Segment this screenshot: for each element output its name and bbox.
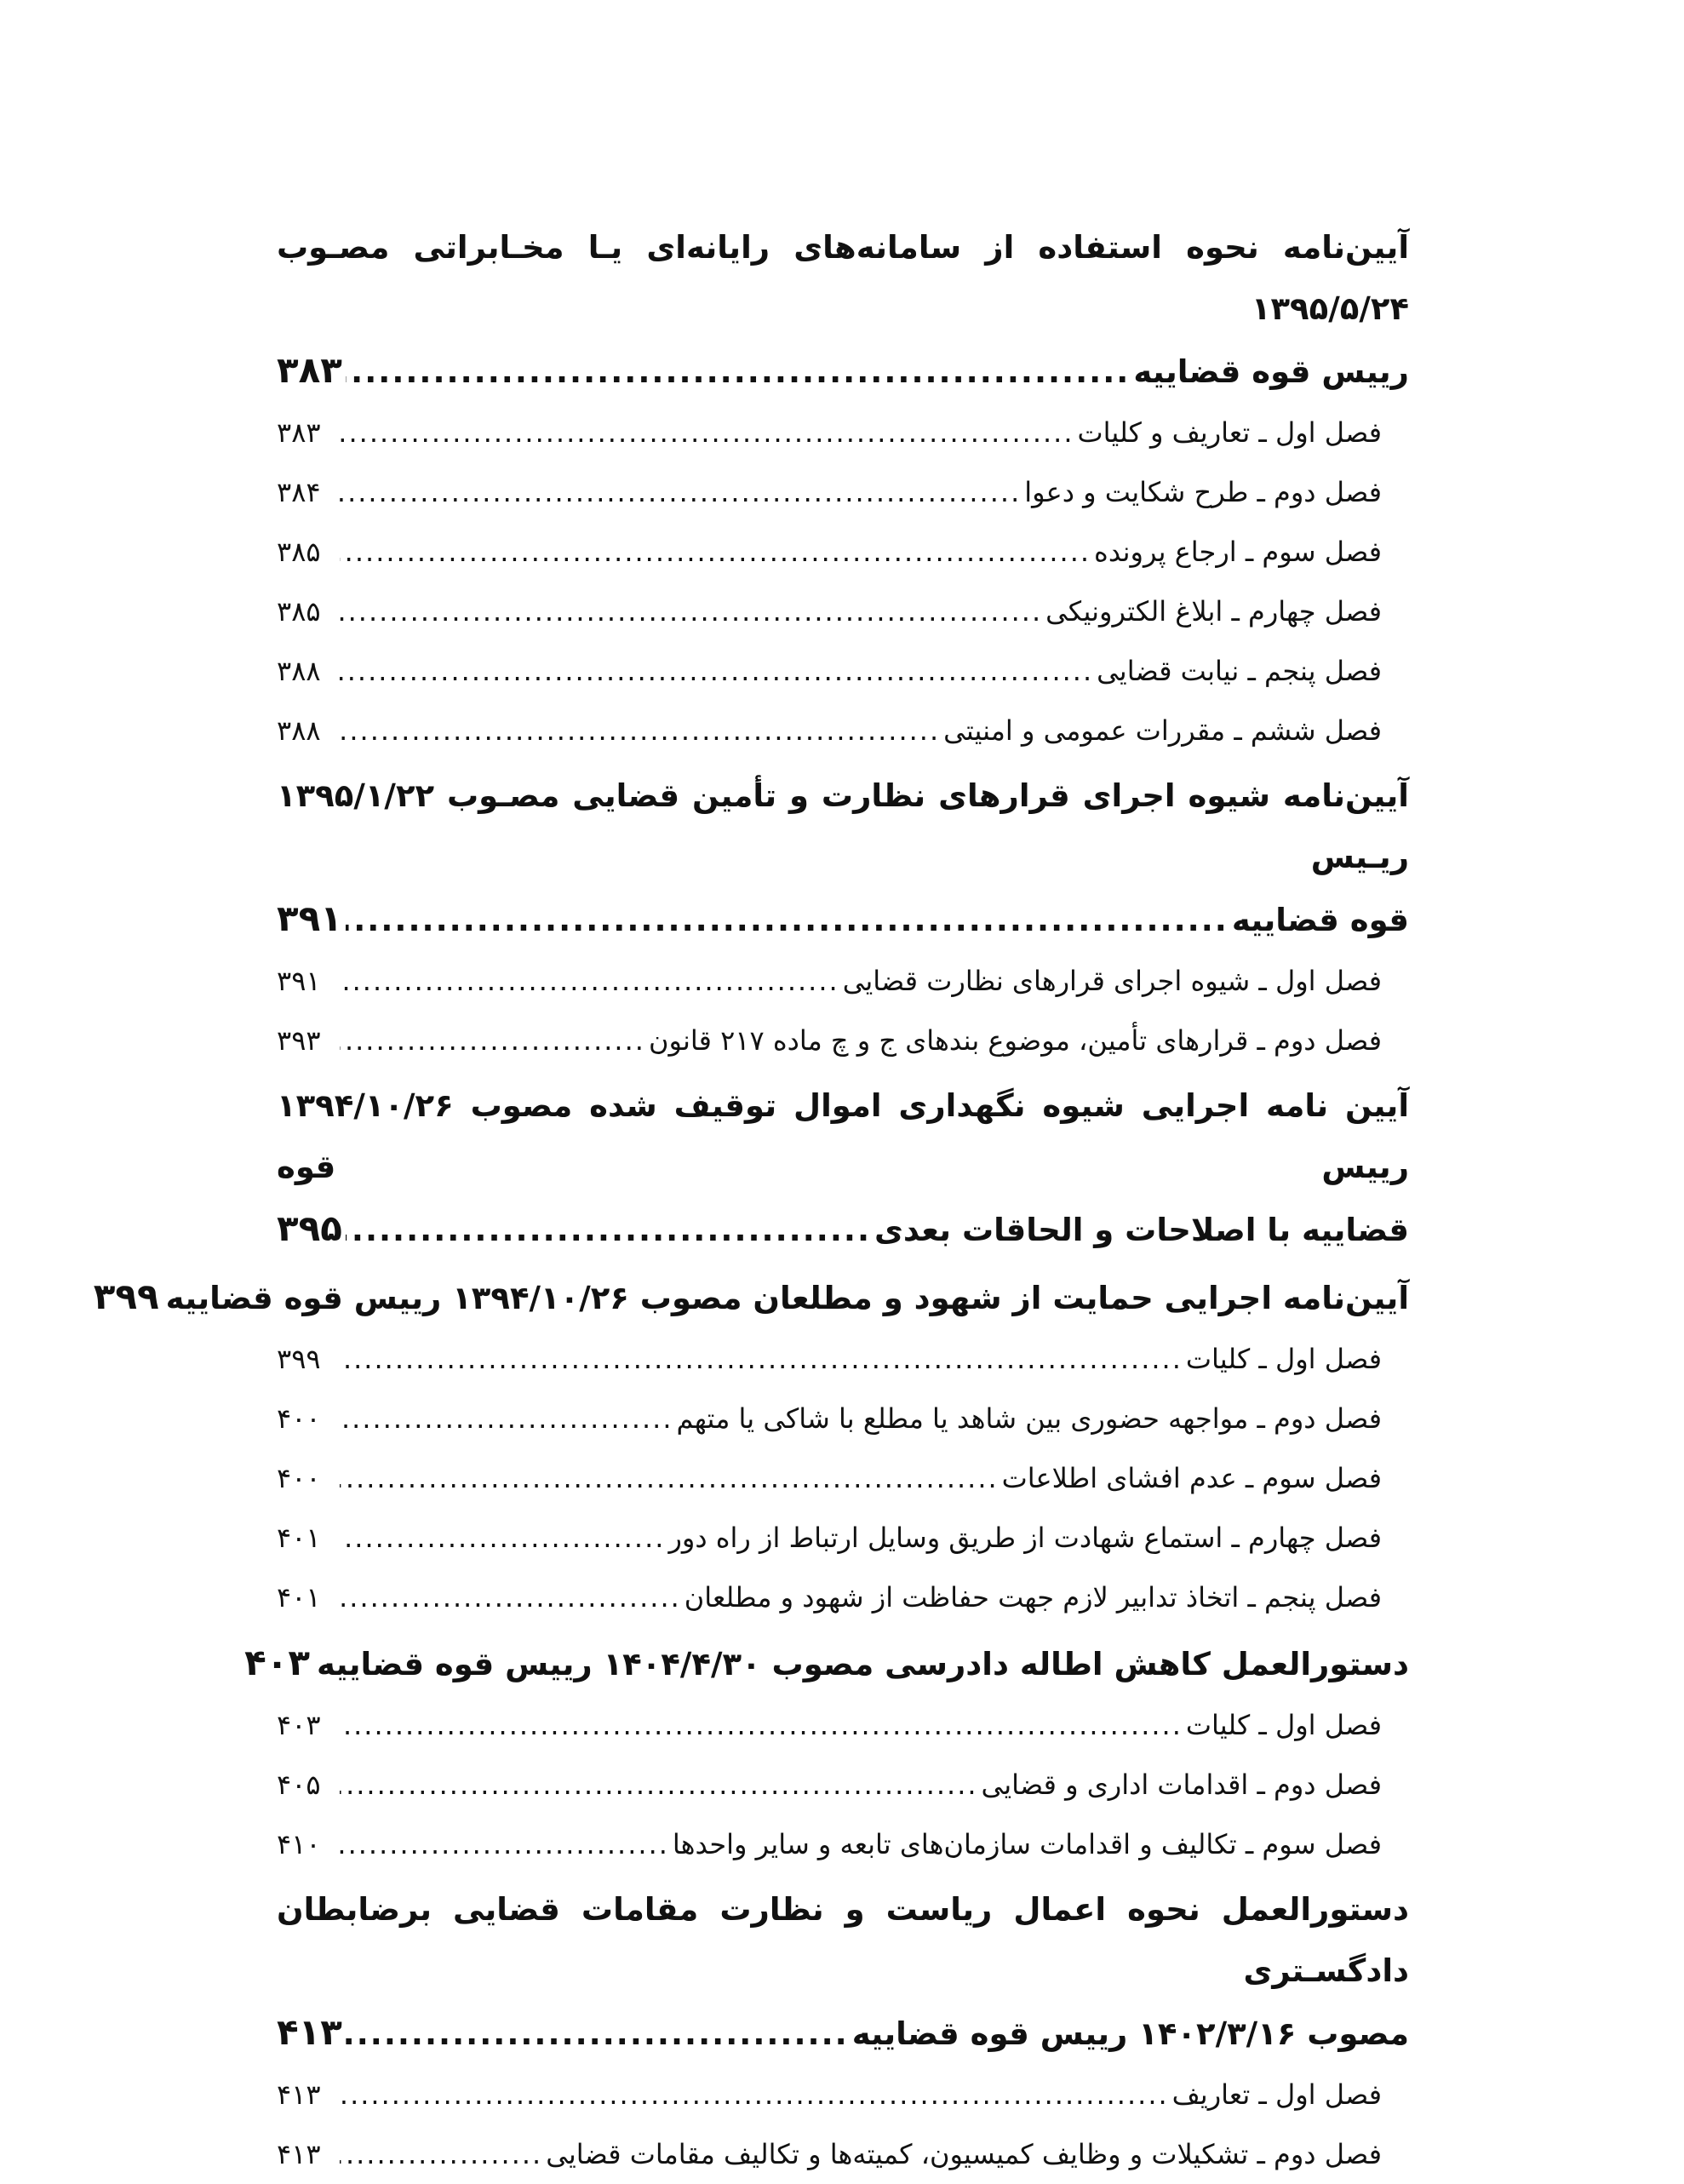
- page-number: ۳۸۴: [277, 476, 321, 508]
- dot-leader: [340, 2124, 542, 2184]
- chapter-title: فصل اول ـ کلیات: [1185, 1709, 1382, 1741]
- section-title: رییس قوه قضاییه: [1133, 353, 1409, 390]
- toc-entry[interactable]: [277, 641, 1409, 701]
- dot-leader: [346, 890, 1229, 951]
- section-heading[interactable]: [93, 1266, 1409, 1329]
- dot-leader: [340, 462, 1021, 522]
- section-heading[interactable]: [277, 2002, 1409, 2065]
- dot-leader: [346, 1200, 871, 1261]
- chapter-title: فصل اول ـ تعاریف و کلیات: [1077, 416, 1382, 449]
- chapter-title: فصل سوم ـ تکالیف و اقدامات سازمان‌های تابعه و سایر واحدها: [672, 1828, 1382, 1860]
- section-heading[interactable]: [277, 340, 1409, 403]
- toc-entry[interactable]: [277, 403, 1409, 462]
- dot-leader: [340, 1329, 1183, 1389]
- dot-leader: [340, 701, 940, 760]
- page-number: ۴۰۳: [244, 1642, 311, 1683]
- page-number: ۴۱۰: [277, 1828, 321, 1860]
- page-number: ۴۰۱: [277, 1522, 321, 1554]
- toc-entry[interactable]: [277, 1329, 1409, 1389]
- dot-leader: [340, 1011, 645, 1070]
- chapter-title: فصل دوم ـ قرارهای تأمین، موضوع بندهای ج و چ ماده ۲۱۷ قانون: [648, 1024, 1382, 1057]
- table-of-contents: [93, 217, 1409, 2184]
- chapter-title: فصل پنجم ـ اتخاذ تدابیر لازم جهت حفاظت از شهود و مطلعان: [684, 1581, 1382, 1614]
- page-number: ۴۱۳: [277, 2138, 321, 2170]
- section-title-line: آیین نامه اجرایی شیوه نگهداری اموال توقیف شده مصوب ۱۳۹۴/۱۰/۲۶ رییس قوه: [277, 1087, 1409, 1185]
- chapter-title: فصل چهارم ـ استماع شهادت از طریق وسایل ارتباط از راه دور: [668, 1522, 1382, 1554]
- page-number: ۳۹۱: [277, 897, 342, 939]
- section-title: دستورالعمل کاهش اطاله دادرسی مصوب ۱۴۰۴/۴/۳۰ رییس قوه قضاییه: [317, 1646, 1409, 1682]
- page-number: ۴۰۵: [277, 1768, 321, 1801]
- section-title: قوه قضاییه: [1231, 902, 1409, 938]
- page-number: ۳۸۵: [277, 536, 321, 568]
- chapter-title: فصل پنجم ـ نیابت قضایی: [1097, 655, 1382, 687]
- dot-leader: [340, 1755, 978, 1814]
- page-number: ۴۰۳: [277, 1709, 321, 1741]
- chapter-title: فصل چهارم ـ ابلاغ الکترونیکی: [1045, 595, 1382, 628]
- page-number: ۳۸۳: [277, 416, 321, 449]
- section-title: آیین‌نامه اجرایی حمایت از شهود و مطلعان مصوب ۱۳۹۴/۱۰/۲۶ رییس قوه قضاییه: [165, 1280, 1409, 1316]
- page-number: ۳۹۱: [277, 965, 321, 997]
- dot-leader: [340, 1389, 673, 1448]
- dot-leader: [340, 1814, 669, 1874]
- section-title-line: دستورالعمل نحوه اعمال ریاست و نظارت مقامات قضایی برضابطان دادگسـتری: [277, 1891, 1409, 1989]
- page-number: ۴۰۰: [277, 1462, 321, 1494]
- dot-leader: [340, 1695, 1183, 1755]
- chapter-title: فصل دوم ـ تشکیلات و وظایف کمیسیون، کمیته‌ها و تکالیف مقامات قضایی: [546, 2138, 1382, 2170]
- chapter-title: فصل دوم ـ اقدامات اداری و قضایی: [981, 1768, 1382, 1801]
- page-number: ۳۸۸: [277, 655, 321, 687]
- chapter-title: فصل اول ـ تعاریف: [1171, 2078, 1382, 2111]
- dot-leader: [340, 522, 1091, 582]
- page-number: ۳۹۳: [277, 1024, 321, 1057]
- section-title: قضاییه با اصلاحات و الحاقات بعدی: [874, 1212, 1409, 1248]
- toc-entry[interactable]: [277, 1011, 1409, 1070]
- page-number: ۴۰۱: [277, 1581, 321, 1614]
- page-number: ۴۱۳: [277, 2078, 321, 2111]
- page-number: ۳۹۹: [277, 1343, 321, 1375]
- toc-entry[interactable]: [277, 1448, 1409, 1508]
- toc-entry[interactable]: [277, 462, 1409, 522]
- chapter-title: فصل اول ـ شیوه اجرای قرارهای نظارت قضایی: [842, 965, 1382, 997]
- dot-leader: [340, 1508, 665, 1568]
- toc-entry[interactable]: [277, 582, 1409, 641]
- chapter-title: فصل ششم ـ مقررات عمومی و امنیتی: [943, 714, 1382, 747]
- page-number: ۳۹۵: [277, 1207, 342, 1249]
- toc-entry[interactable]: [277, 2124, 1409, 2184]
- page-number: ۴۰۰: [277, 1402, 321, 1435]
- dot-leader: [340, 582, 1042, 641]
- dot-leader: [340, 403, 1074, 462]
- page-number: ۳۹۹: [93, 1275, 159, 1317]
- chapter-title: فصل سوم ـ عدم افشای اطلاعات: [1001, 1462, 1382, 1494]
- toc-entry[interactable]: [277, 522, 1409, 582]
- section-title: مصوب ۱۴۰۲/۳/۱۶ رییس قوه قضاییه: [851, 2015, 1409, 2052]
- toc-entry[interactable]: [277, 2065, 1409, 2124]
- page-number: ۳۸۸: [277, 714, 321, 747]
- section-heading[interactable]: [277, 1198, 1409, 1261]
- dot-leader: [346, 2003, 849, 2065]
- dot-leader: [340, 2065, 1169, 2124]
- chapter-title: فصل سوم ـ ارجاع پرونده: [1094, 536, 1382, 568]
- page-number: ۴۱۳: [277, 2011, 342, 2053]
- toc-entry[interactable]: [277, 1695, 1409, 1755]
- dot-leader: [340, 641, 1093, 701]
- toc-entry[interactable]: [277, 1568, 1409, 1627]
- section-heading[interactable]: [277, 888, 1409, 951]
- section-title-line: آیین‌نامه شیوه اجرای قرارهای نظارت و تأمین قضایی مصـوب ۱۳۹۵/۱/۲۲ ریـیس: [277, 777, 1409, 875]
- toc-entry[interactable]: [277, 1814, 1409, 1874]
- toc-entry[interactable]: [277, 1389, 1409, 1448]
- page-number: ۳۸۵: [277, 595, 321, 628]
- toc-entry[interactable]: [277, 1508, 1409, 1568]
- dot-leader: [346, 341, 1130, 403]
- chapter-title: فصل اول ـ کلیات: [1185, 1343, 1382, 1375]
- dot-leader: [340, 1448, 999, 1508]
- section-heading[interactable]: [244, 1632, 1409, 1695]
- toc-entry[interactable]: [277, 951, 1409, 1011]
- dot-leader: [340, 951, 839, 1011]
- chapter-title: فصل دوم ـ مواجهه حضوری بین شاهد یا مطلع با شاکی یا متهم: [676, 1402, 1382, 1435]
- page-number: ۳۸۳: [277, 349, 342, 391]
- toc-entry[interactable]: [277, 701, 1409, 760]
- dot-leader: [340, 1568, 681, 1627]
- section-title-line: آیین‌نامه نحوه استفاده از سامانه‌های رایانه‌ای یـا مخـابراتی مصـوب ۱۳۹۵/۵/۲۴: [277, 229, 1409, 327]
- chapter-title: فصل دوم ـ طرح شکایت و دعوا: [1024, 476, 1382, 508]
- toc-entry[interactable]: [277, 1755, 1409, 1814]
